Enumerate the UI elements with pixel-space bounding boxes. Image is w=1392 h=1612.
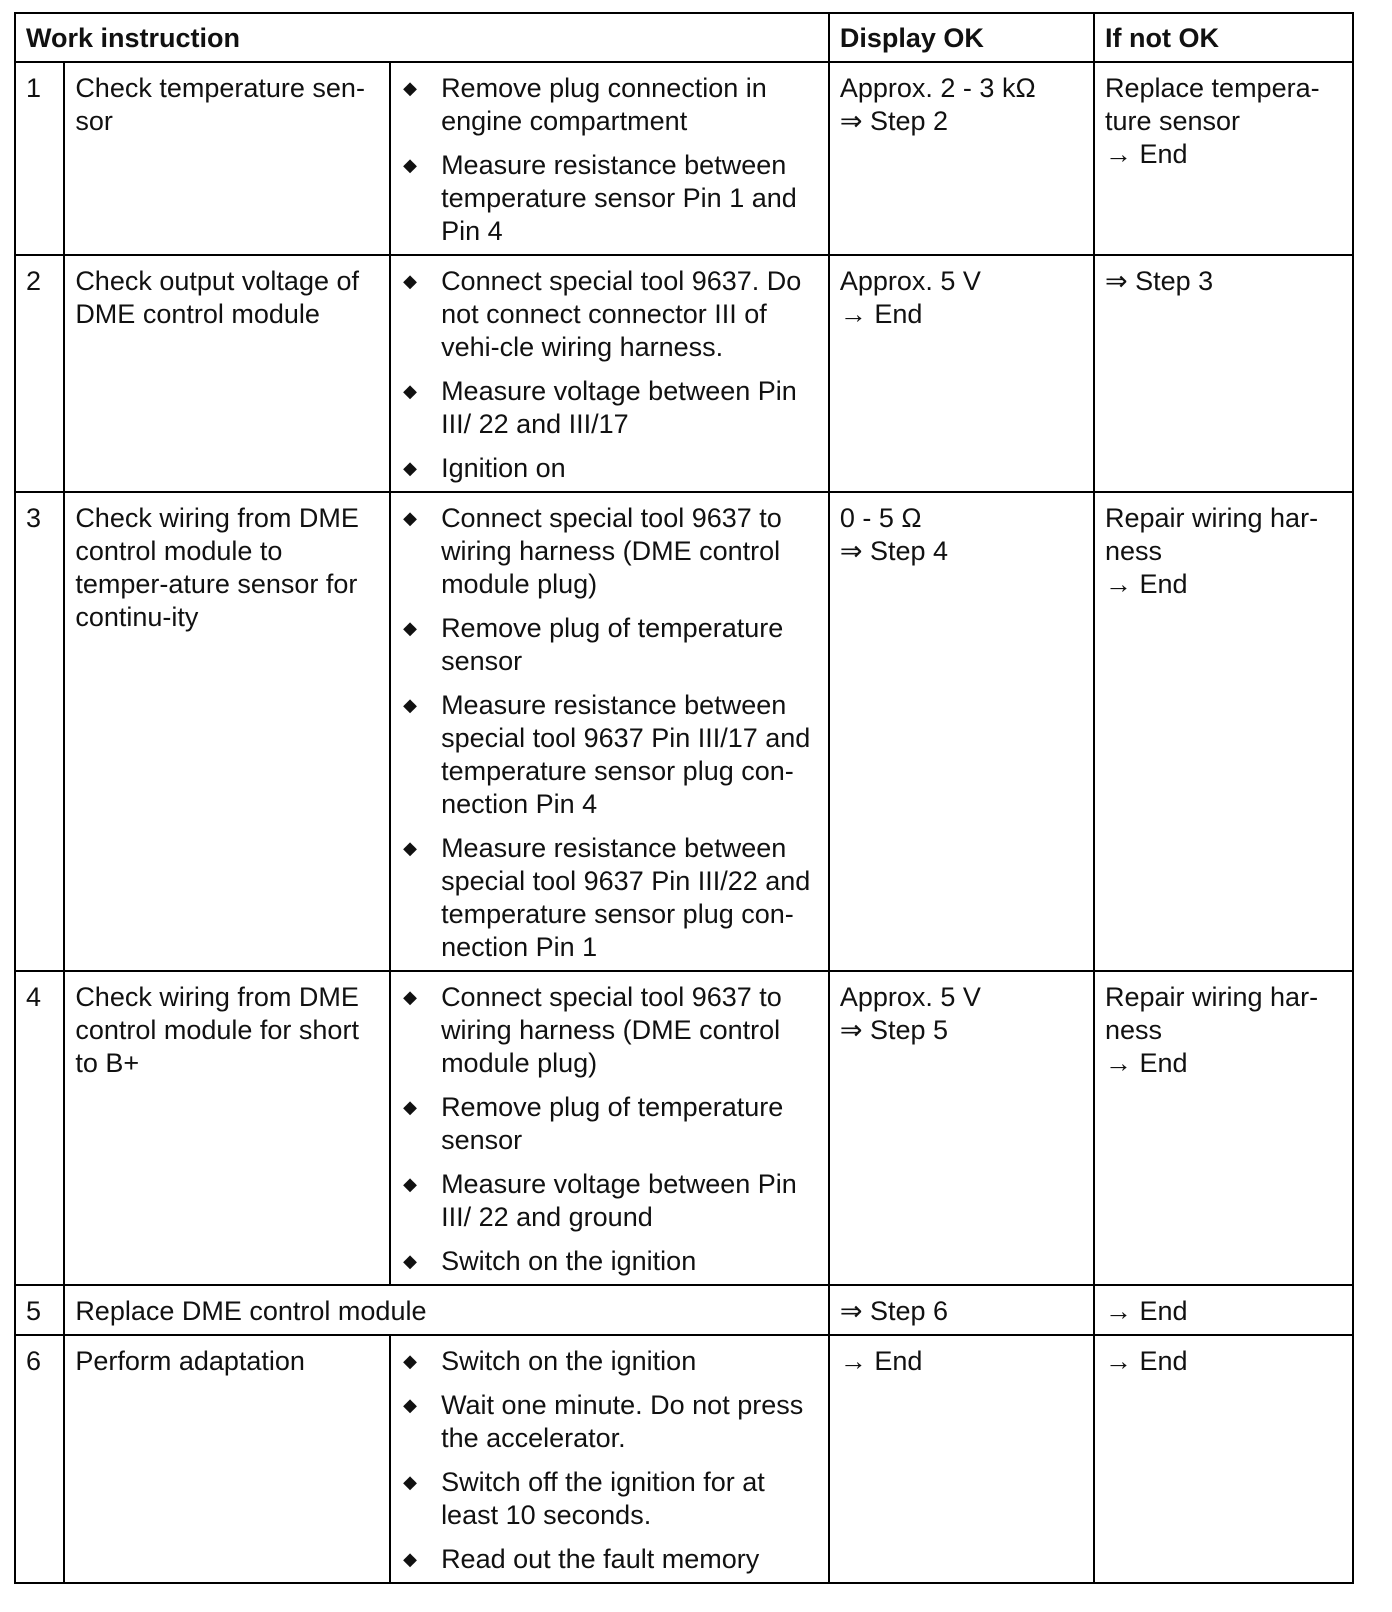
step-number: 5 xyxy=(15,1285,64,1335)
step-actions xyxy=(390,971,829,1285)
list-item xyxy=(401,1245,818,1278)
step-title: Check output voltage of DME control module xyxy=(64,255,390,492)
step-actions xyxy=(390,255,829,492)
action-text: Measure voltage between Pin III/ 22 and III/17 xyxy=(441,376,797,439)
table-row xyxy=(15,255,1353,492)
diamond-bullet-icon: ◆ xyxy=(403,1251,417,1271)
if-not-ok-value: → End xyxy=(1094,1285,1353,1335)
action-text: Switch on the ignition xyxy=(441,1246,697,1276)
if-not-ok-value: ⇒ Step 3 xyxy=(1094,255,1353,492)
step-actions xyxy=(390,492,829,971)
header-row xyxy=(15,13,1353,62)
action-text: Ignition on xyxy=(441,453,566,483)
list-item xyxy=(401,1389,818,1455)
action-text: Wait one minute. Do not press the accelerator. xyxy=(441,1390,804,1453)
action-text: Measure resistance between special tool 9637 Pin III/22 and temperature sensor plug con-nection Pin 1 xyxy=(441,833,811,962)
list-item xyxy=(401,1466,818,1532)
action-list xyxy=(401,502,818,964)
table-row xyxy=(15,971,1353,1285)
display-ok-value: Approx. 2 - 3 kΩ ⇒ Step 2 xyxy=(829,62,1094,255)
display-ok-value: ⇒ Step 6 xyxy=(829,1285,1094,1335)
diamond-bullet-icon: ◆ xyxy=(403,1097,417,1117)
step-title: Replace DME control module xyxy=(64,1285,829,1335)
diamond-bullet-icon: ◆ xyxy=(403,1549,417,1569)
table-row xyxy=(15,1335,1353,1583)
display-ok-value: Approx. 5 V → End xyxy=(829,255,1094,492)
action-text: Connect special tool 9637. Do not connect connector III of vehi-cle wiring harness. xyxy=(441,266,802,362)
step-number: 4 xyxy=(15,971,64,1285)
display-ok-value: 0 - 5 Ω ⇒ Step 4 xyxy=(829,492,1094,971)
list-item xyxy=(401,72,818,138)
list-item xyxy=(401,1543,818,1576)
action-text: Read out the fault memory xyxy=(441,1544,760,1574)
step-actions xyxy=(390,62,829,255)
action-text: Connect special tool 9637 to wiring harness (DME control module plug) xyxy=(441,982,782,1078)
list-item xyxy=(401,689,818,821)
action-text: Measure resistance between special tool 9637 Pin III/17 and temperature sensor plug con-nection Pin 4 xyxy=(441,690,811,819)
list-item xyxy=(401,149,818,248)
step-title: Perform adaptation xyxy=(64,1335,390,1583)
diamond-bullet-icon: ◆ xyxy=(403,987,417,1007)
header-work-instruction: Work instruction xyxy=(15,13,829,62)
step-number: 1 xyxy=(15,62,64,255)
action-text: Remove plug of temperature sensor xyxy=(441,1092,784,1155)
table-row xyxy=(15,1285,1353,1335)
header-if-not-ok: If not OK xyxy=(1094,13,1353,62)
display-ok-value: → End xyxy=(829,1335,1094,1583)
action-text: Measure resistance between temperature sensor Pin 1 and Pin 4 xyxy=(441,150,797,246)
action-list xyxy=(401,72,818,248)
diamond-bullet-icon: ◆ xyxy=(403,1174,417,1194)
diamond-bullet-icon: ◆ xyxy=(403,78,417,98)
diamond-bullet-icon: ◆ xyxy=(403,155,417,175)
table-body xyxy=(15,62,1353,1583)
if-not-ok-value: Replace tempera- ture sensor → End xyxy=(1094,62,1353,255)
diamond-bullet-icon: ◆ xyxy=(403,618,417,638)
diamond-bullet-icon: ◆ xyxy=(403,695,417,715)
if-not-ok-value: Repair wiring har- ness → End xyxy=(1094,492,1353,971)
if-not-ok-value: Repair wiring har- ness → End xyxy=(1094,971,1353,1285)
diamond-bullet-icon: ◆ xyxy=(403,1351,417,1371)
action-text: Switch on the ignition xyxy=(441,1346,697,1376)
action-text: Remove plug of temperature sensor xyxy=(441,613,784,676)
work-instruction-table xyxy=(14,12,1354,1584)
diamond-bullet-icon: ◆ xyxy=(403,838,417,858)
list-item xyxy=(401,832,818,964)
step-title: Check wiring from DME control module for short to B+ xyxy=(64,971,390,1285)
step-number: 6 xyxy=(15,1335,64,1583)
table-row xyxy=(15,62,1353,255)
list-item xyxy=(401,1168,818,1234)
display-ok-value: Approx. 5 V ⇒ Step 5 xyxy=(829,971,1094,1285)
action-text: Measure voltage between Pin III/ 22 and ground xyxy=(441,1169,797,1232)
header-display-ok: Display OK xyxy=(829,13,1094,62)
list-item xyxy=(401,612,818,678)
if-not-ok-value: → End xyxy=(1094,1335,1353,1583)
action-list xyxy=(401,1345,818,1576)
list-item xyxy=(401,981,818,1080)
list-item xyxy=(401,452,818,485)
diamond-bullet-icon: ◆ xyxy=(403,1472,417,1492)
diamond-bullet-icon: ◆ xyxy=(403,381,417,401)
action-text: Remove plug connection in engine compartment xyxy=(441,73,767,136)
list-item xyxy=(401,265,818,364)
table-row xyxy=(15,492,1353,971)
action-text: Switch off the ignition for at least 10 seconds. xyxy=(441,1467,765,1530)
action-text: Connect special tool 9637 to wiring harness (DME control module plug) xyxy=(441,503,782,599)
list-item xyxy=(401,375,818,441)
step-actions xyxy=(390,1335,829,1583)
action-list xyxy=(401,265,818,485)
diamond-bullet-icon: ◆ xyxy=(403,508,417,528)
list-item xyxy=(401,502,818,601)
diamond-bullet-icon: ◆ xyxy=(403,1395,417,1415)
diamond-bullet-icon: ◆ xyxy=(403,271,417,291)
diamond-bullet-icon: ◆ xyxy=(403,458,417,478)
action-list xyxy=(401,981,818,1278)
step-number: 2 xyxy=(15,255,64,492)
step-number: 3 xyxy=(15,492,64,971)
step-title: Check temperature sen- sor xyxy=(64,62,390,255)
list-item xyxy=(401,1345,818,1378)
list-item xyxy=(401,1091,818,1157)
step-title: Check wiring from DME control module to temper-ature sensor for continu-ity xyxy=(64,492,390,971)
